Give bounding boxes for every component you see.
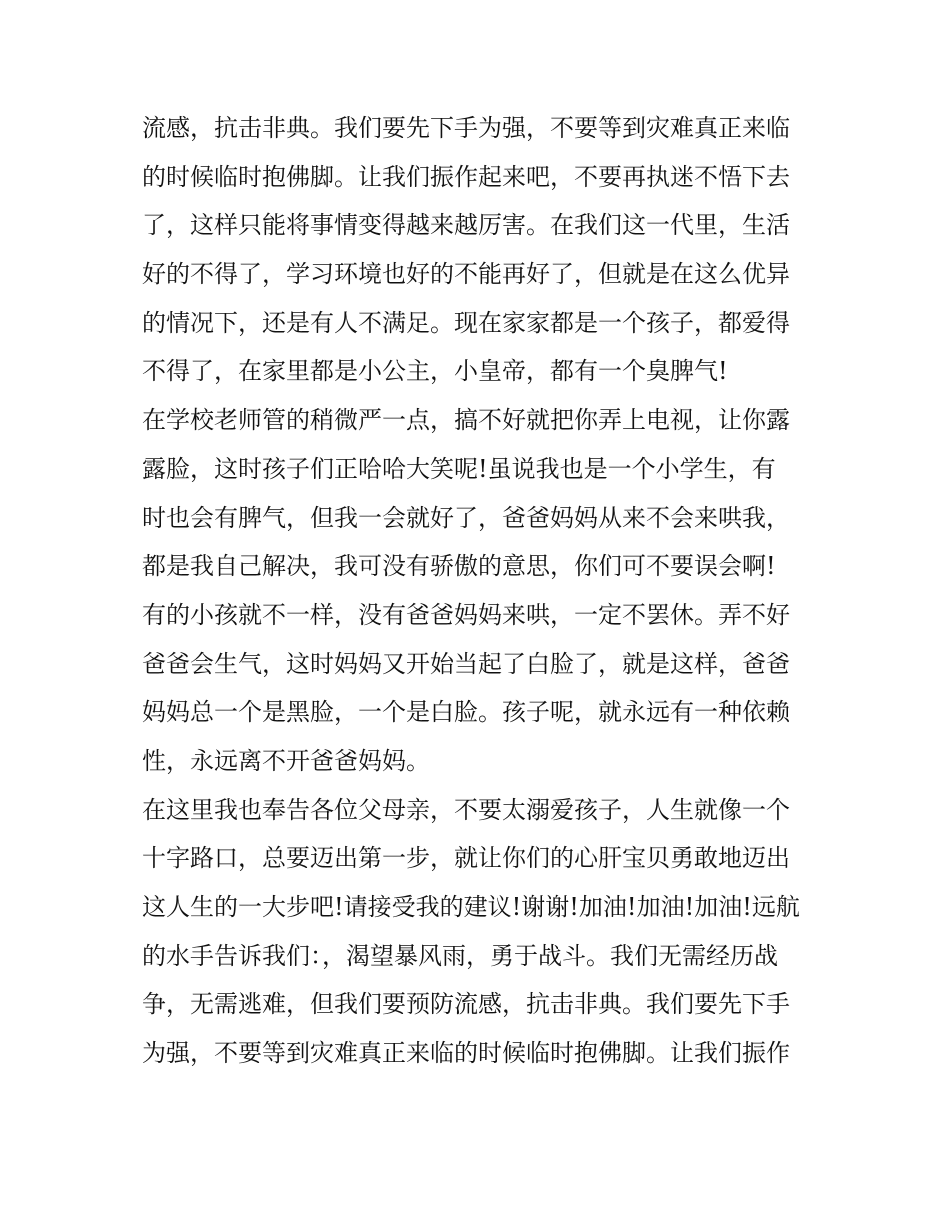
text-line: 都是我自己解决，我可没有骄傲的意思，你们可不要误会啊!	[142, 552, 776, 581]
text-line: 的水手告诉我们：，渴望暴风雨，勇于战斗。我们无需经历战	[142, 941, 778, 970]
text-line: 的情况下，还是有人不满足。现在家家都是一个孩子，都爱得	[142, 308, 790, 337]
document-body	[142, 104, 822, 1078]
text-line: 露脸，这时孩子们正哈哈大笑呢!虽说我也是一个小学生，有	[142, 454, 776, 483]
text-line: 不得了，在家里都是小公主，小皇帝，都有一个臭脾气!	[142, 357, 728, 386]
text-line: 有的小孩就不一样，没有爸爸妈妈来哄，一定不罢休。弄不好	[142, 600, 790, 629]
text-line: 时也会有脾气，但我一会就好了，爸爸妈妈从来不会来哄我，	[142, 503, 790, 532]
text-line: 争，无需逃难，但我们要预防流感，抗击非典。我们要先下手	[142, 990, 790, 1019]
text-line: 性，永远离不开爸爸妈妈。	[142, 746, 430, 775]
text-line: 在学校老师管的稍微严一点，搞不好就把你弄上电视，让你露	[142, 406, 790, 435]
text-line: 的时候临时抱佛脚。让我们振作起来吧，不要再执迷不悟下去	[142, 162, 790, 191]
text-line: 这人生的一大步吧!请接受我的建议!谢谢!加油!加油!加油!远航	[142, 893, 800, 921]
text-line: 流感，抗击非典。我们要先下手为强，不要等到灾难真正来临	[142, 114, 790, 142]
text-line: 好的不得了，学习环境也好的不能再好了，但就是在这么优异	[142, 260, 790, 289]
text-line: 为强，不要等到灾难真正来临的时候临时抱佛脚。让我们振作	[142, 1039, 790, 1068]
text-line: 了，这样只能将事情变得越来越厉害。在我们这一代里，生活	[142, 211, 790, 240]
text-line: 爸爸会生气，这时妈妈又开始当起了白脸了，就是这样，爸爸	[142, 649, 790, 678]
text-line: 十字路口，总要迈出第一步，就让你们的心肝宝贝勇敢地迈出	[142, 844, 790, 873]
text-line: 在这里我也奉告各位父母亲，不要太溺爱孩子，人生就像一个	[142, 795, 790, 824]
text-line: 妈妈总一个是黑脸，一个是白脸。孩子呢，就永远有一种依赖	[142, 698, 790, 727]
